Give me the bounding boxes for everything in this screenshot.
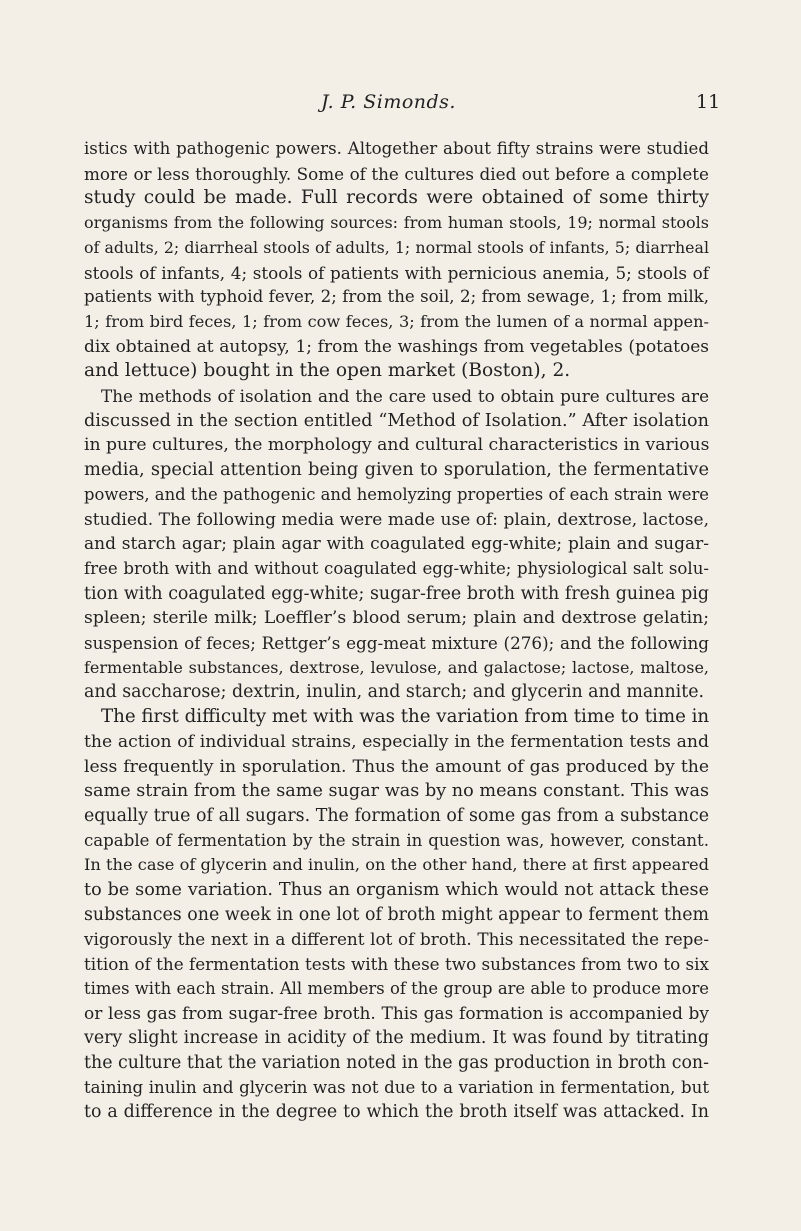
- text-line: times with each strain. All members of the group are able to produce more: [84, 978, 709, 998]
- text-line: free broth with and without coagulated egg-white; physiological salt solu-: [84, 558, 709, 578]
- text-line: tion with coagulated egg-white; sugar-free broth with fresh guinea pig: [84, 583, 709, 604]
- page-number: 11: [696, 91, 721, 113]
- text-line: the action of individual strains, especially in the fermentation tests and: [84, 731, 709, 752]
- text-line: same strain from the same sugar was by no means constant. This was: [84, 781, 709, 802]
- text-line: less frequently in sporulation. Thus the amount of gas produced by the: [84, 756, 709, 777]
- text-line: capable of fermentation by the strain in question was, however, constant.: [84, 830, 709, 850]
- text-line: fermentable substances, dextrose, levulose, and galactose; lactose, maltose,: [84, 657, 709, 677]
- text-line: The methods of isolation and the care used to obtain pure cultures are: [101, 386, 709, 406]
- text-line: vigorously the next in a different lot of broth. This necessitated the repe-: [84, 929, 709, 950]
- text-line: spleen; sterile milk; Loeffler’s blood serum; plain and dextrose gelatin;: [84, 608, 709, 629]
- text-line: organisms from the following sources: from human stools, 19; normal stools: [84, 213, 709, 233]
- text-line: media, special attention being given to sporulation, the fermentative: [84, 459, 709, 481]
- text-line: taining inulin and glycerin was not due to a variation in fermentation, but: [84, 1077, 709, 1097]
- text-line: more or less thoroughly. Some of the cultures died out before a complete: [84, 163, 709, 184]
- text-line: study could be made. Full records were obtained of some thirty: [84, 187, 709, 209]
- text-line: tition of the fermentation tests with these two substances from two to six: [84, 954, 709, 975]
- text-line: discussed in the section entitled “Method of Isolation.” After isolation: [84, 410, 709, 431]
- text-line: substances one week in one lot of broth might appear to ferment them: [84, 904, 709, 925]
- text-line: to be some variation. Thus an organism which would not attack these: [84, 880, 709, 900]
- text-line: equally true of all sugars. The formation of some gas from a substance: [84, 805, 709, 826]
- text-line: to a difference in the degree to which the broth itself was attacked. In: [84, 1102, 709, 1123]
- text-line: powers, and the pathogenic and hemolyzing properties of each strain were: [84, 484, 709, 504]
- text-line: The first difficulty met with was the variation from time to time in: [101, 706, 710, 728]
- running-head: J. P. Simonds.: [321, 91, 456, 113]
- text-line: and starch agar; plain agar with coagulated egg-white; plain and sugar-: [84, 534, 709, 555]
- text-line: and saccharose; dextrin, inulin, and starch; and glycerin and mannite.: [84, 682, 705, 703]
- text-line: suspension of feces; Rettger’s egg-meat mixture (276); and the following: [84, 633, 709, 653]
- text-line: studied. The following media were made use of: plain, dextrose, lactose,: [84, 509, 709, 530]
- text-line: istics with pathogenic powers. Altogether about fifty strains were studied: [84, 139, 709, 158]
- text-line: dix obtained at autopsy, 1; from the washings from vegetables (potatoes: [84, 336, 709, 357]
- text-line: of adults, 2; diarrheal stools of adults, 1; normal stools of infants, 5; diarrheal: [84, 237, 709, 257]
- text-line: stools of infants, 4; stools of patients with pernicious anemia, 5; stools of: [84, 262, 709, 283]
- text-line: 1; from bird feces, 1; from cow feces, 3; from the lumen of a normal appen-: [84, 311, 709, 331]
- text-line: or less gas from sugar-free broth. This gas formation is accompanied by: [84, 1003, 709, 1024]
- text-line: and lettuce) bought in the open market (Boston), 2.: [84, 360, 571, 382]
- text-line: patients with typhoid fever, 2; from the soil, 2; from sewage, 1; from milk,: [84, 287, 709, 307]
- text-line: the culture that the variation noted in the gas production in broth con-: [84, 1052, 709, 1073]
- text-line: very slight increase in acidity of the medium. It was found by titrating: [84, 1028, 709, 1049]
- text-line: In the case of glycerin and inulin, on the other hand, there at first appeared: [84, 855, 709, 875]
- text-line: in pure cultures, the morphology and cultural characteristics in various: [84, 435, 710, 456]
